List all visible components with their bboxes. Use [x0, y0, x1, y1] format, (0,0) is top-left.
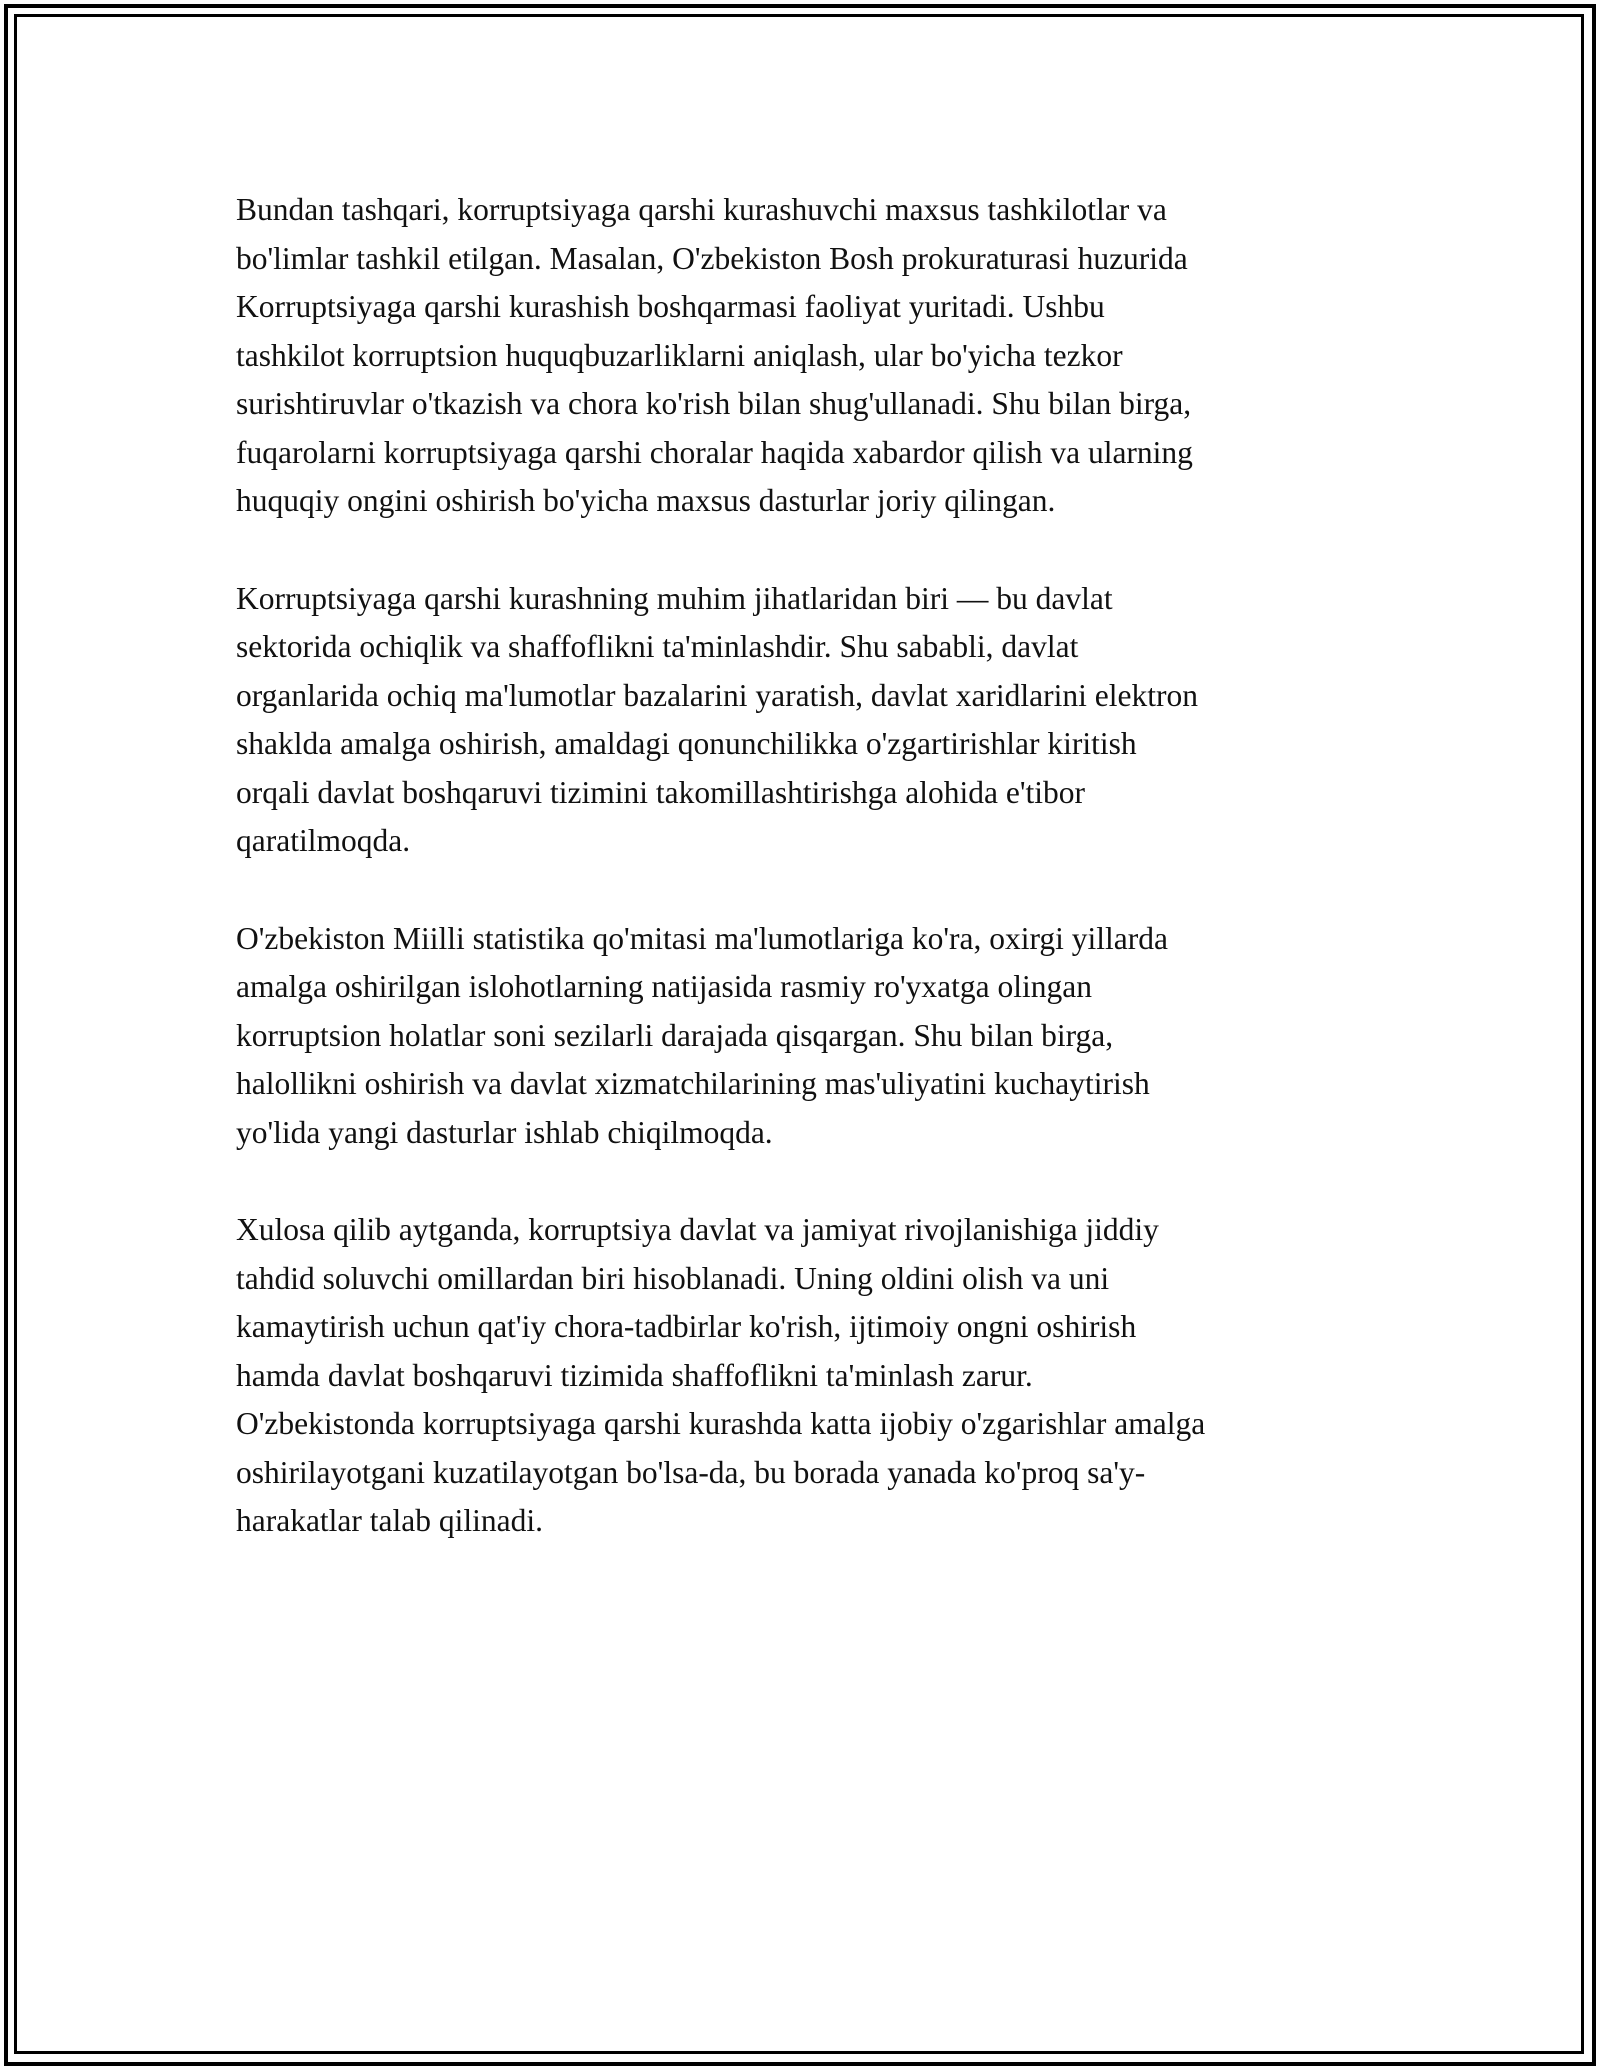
paragraph-anti-corruption-bodies: Bundan tashqari, korruptsiyaga qarshi kurashuvchi maxsus tashkilotlar va bo'limlar tashkil etilgan. Masalan, O'zbekiston Bosh prokuraturasi huzurida Korruptsiyaga qarshi kurashish boshqarmasi faoliyat yuritadi. Ushbu tashkilot korruptsion huquqbuzarliklarni aniqlash, ular bo'yicha tezkor surishtiruvlar o'tkazish va chora ko'rish bilan shug'ullanadi. Shu bilan birga, fuqarolarni korruptsiyaga qarshi choralar haqida xabardor qilish va ularning huquqiy ongini oshirish bo'yicha maxsus dasturlar joriy qilingan.: [236, 192, 1193, 518]
paragraph-conclusion: Xulosa qilib aytganda, korruptsiya davlat va jamiyat rivojlanishiga jiddiy tahdid soluvchi omillardan biri hisoblanadi. Uning oldini olish va uni kamaytirish uchun qat'iy chora-tadbirlar ko'rish, ijtimoiy ongni oshirish hamda davlat boshqaruvi tizimida shaffoflikni ta'minlash zarur. O'zbekistonda korruptsiyaga qarshi kurashda katta ijobiy o'zgarishlar amalga oshirilayotgani kuzatilayotgan bo'lsa-da, bu borada yanada ko'proq sa'y- harakatlar talab qilinadi.: [236, 1212, 1206, 1538]
paragraph-transparency: Korruptsiyaga qarshi kurashning muhim jihatlaridan biri — bu davlat sektorida ochiqlik va shaffoflikni ta'minlashdir. Shu sababli, davlat organlarida ochiq ma'lumotlar bazalarini yaratish, davlat xaridlarini elektron shaklda amalga oshirish, amaldagi qonunchilikka o'zgartirishlar kiritish orqali davlat boshqaruvi tizimini takomillashtirishga alohida e'tibor qaratilmoqda.: [236, 580, 1198, 858]
document-body: [236, 186, 1376, 1595]
paragraph-statistics: O'zbekiston Miilli statistika qo'mitasi ma'lumotlariga ko'ra, oxirgi yillarda amalga oshirilgan islohotlarning natijasida rasmiy ro'yxatga olingan korruptsion holatlar soni sezilarli darajada qisqargan. Shu bilan birga, halollikni oshirish va davlat xizmatchilarining mas'uliyatini kuchaytirish yo'lida yangi dasturlar ishlab chiqilmoqda.: [236, 920, 1168, 1150]
